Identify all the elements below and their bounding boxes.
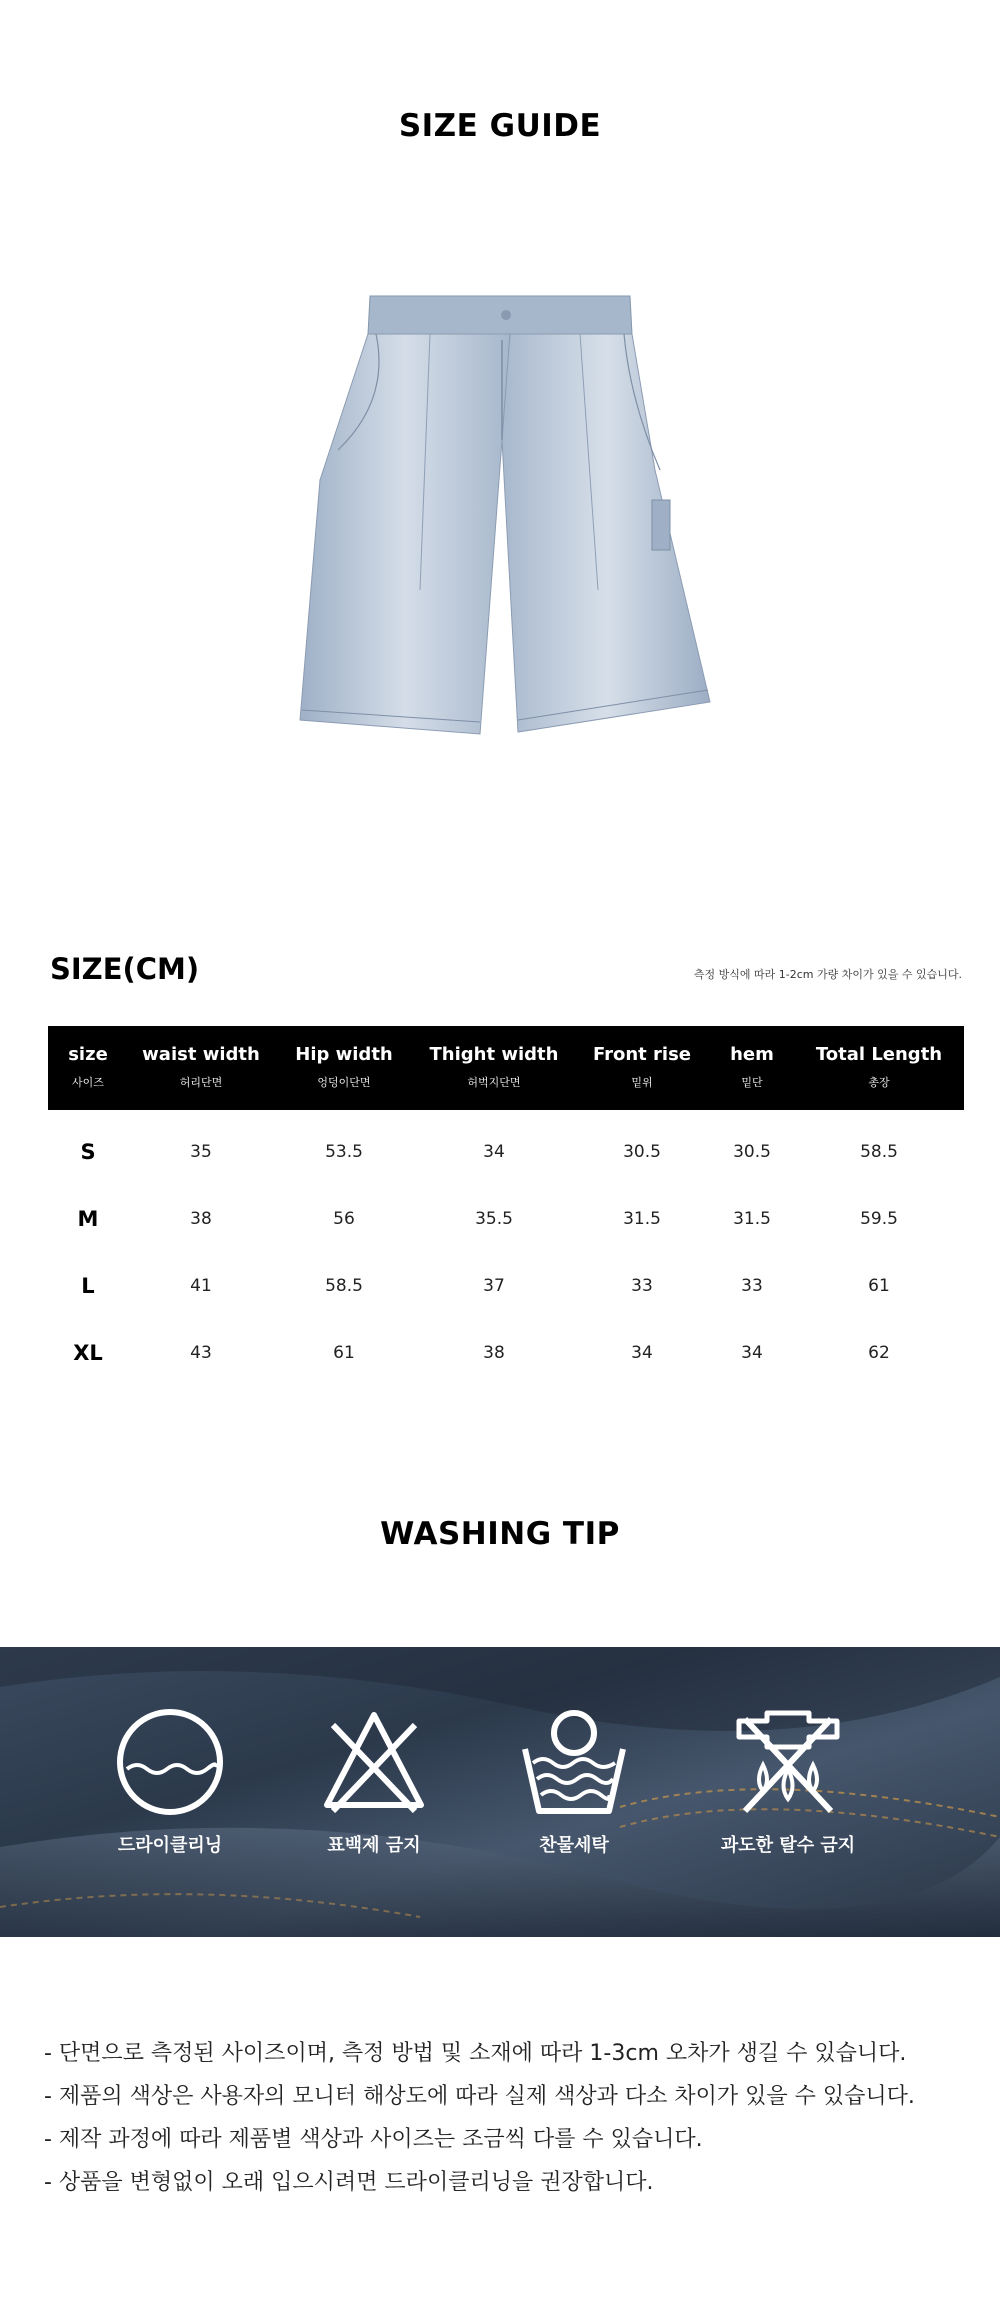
note-line: - 제품의 색상은 사용자의 모니터 해상도에 따라 실제 색상과 다소 차이가 있을 수 있습니다.: [44, 2084, 915, 2109]
header-waist: waist width 허리단면: [142, 1044, 260, 1089]
wash-item-no-wring: 과도한 탈수 금지: [688, 1647, 888, 1937]
table-row: L 41 58.5 37 33 33 61: [81, 1274, 890, 1298]
table-row: M 38 56 35.5 31.5 31.5 59.5: [77, 1207, 898, 1231]
wash-item-no-bleach: 표백제 금지: [274, 1647, 474, 1937]
wash-item-dry-clean: 드라이클리닝: [70, 1647, 270, 1937]
note-line: - 단면으로 측정된 사이즈이며, 측정 방법 및 소재에 따라 1-3cm 오차가 생길 수 있습니다.: [44, 2041, 907, 2066]
washing-tip-title: WASHING TIP: [380, 1516, 620, 1552]
measurement-note: 측정 방식에 따라 1-2cm 가량 차이가 있을 수 있습니다.: [693, 968, 962, 981]
note-line: - 제작 과정에 따라 제품별 색상과 사이즈는 조금씩 다를 수 있습니다.: [44, 2127, 703, 2152]
header-hem: hem 밑단: [730, 1044, 774, 1089]
size-guide-title: SIZE GUIDE: [398, 108, 602, 144]
care-notes: [44, 2032, 964, 2204]
no-bleach-icon: [319, 1707, 429, 1817]
cold-wash-icon: [519, 1707, 629, 1817]
size-table-title: SIZE(CM): [50, 952, 200, 986]
header-size: size 사이즈: [68, 1044, 108, 1089]
dry-clean-icon: [115, 1707, 225, 1817]
note-line: - 상품을 변형없이 오래 입으시려면 드라이클리닝을 권장합니다.: [44, 2170, 654, 2195]
header-total-length: Total Length 총장: [815, 1044, 943, 1089]
no-wring-icon: [733, 1707, 843, 1817]
washing-tip-band: [0, 1647, 1000, 1937]
header-hip: Hip width 엉덩이단면: [295, 1044, 393, 1089]
header-front-rise: Front rise 밑위: [592, 1044, 692, 1089]
table-row: S 35 53.5 34 30.5 30.5 58.5: [80, 1140, 898, 1164]
size-table-header: [48, 1026, 964, 1110]
wash-item-cold-wash: 찬물세탁: [474, 1647, 674, 1937]
header-thigh: Thight width 허벅지단면: [429, 1044, 559, 1089]
denim-shorts-image: [280, 290, 720, 750]
table-row: XL 43 61 38 34 34 62: [73, 1341, 890, 1365]
